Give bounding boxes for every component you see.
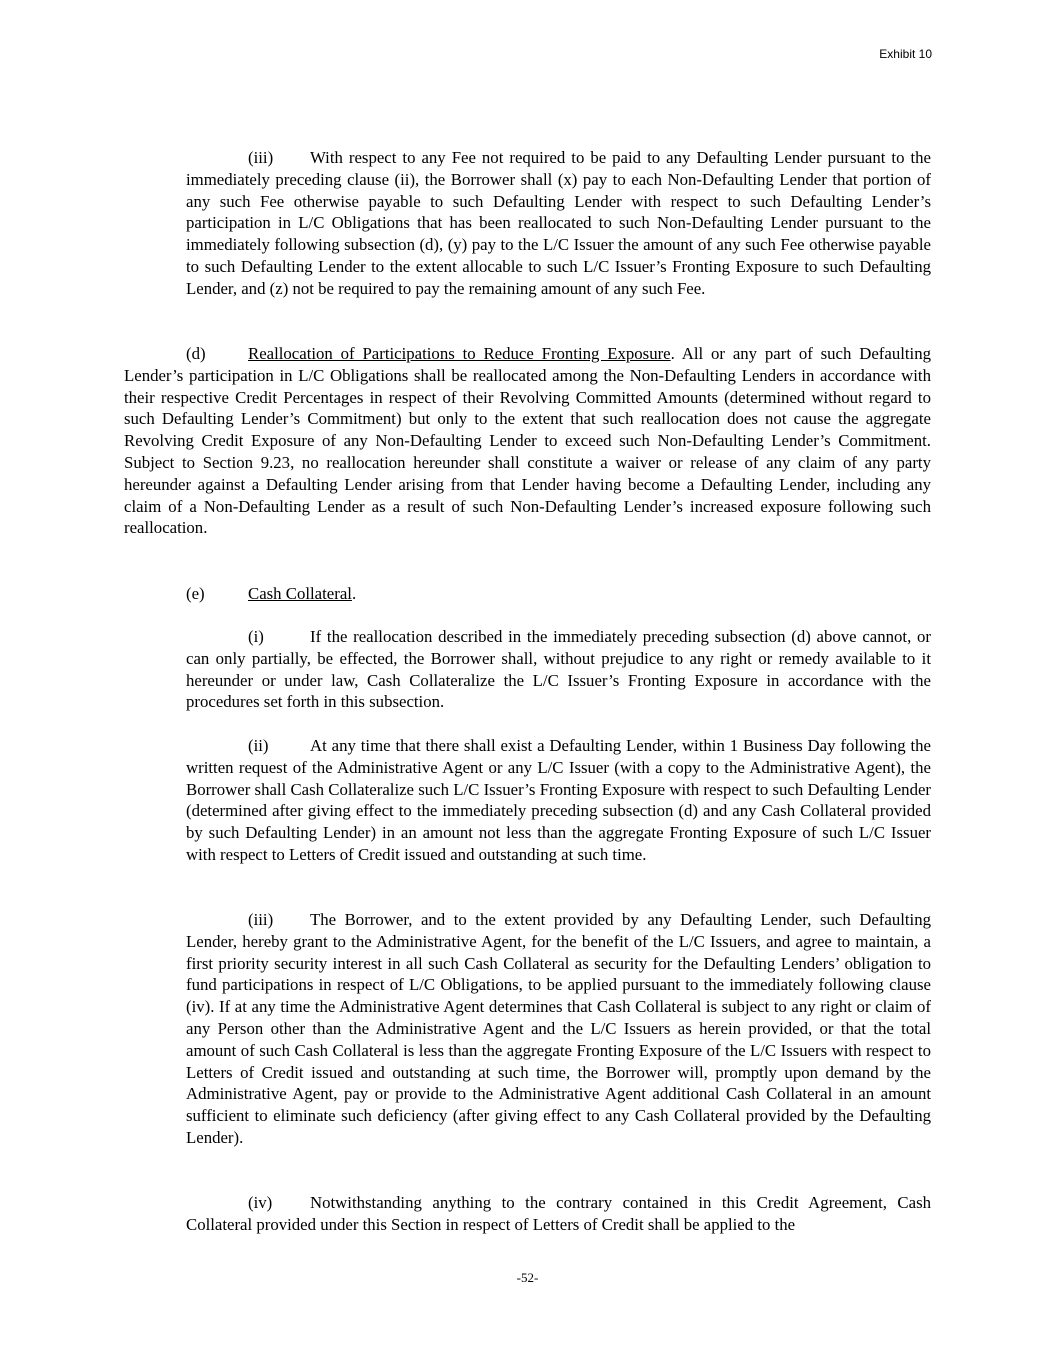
clause-label: (iv) [248, 1193, 273, 1212]
paragraph-e-iv [186, 1192, 931, 1236]
paragraph-e-i [186, 626, 931, 713]
paragraph-e-ii [186, 735, 931, 866]
page-number: -52- [516, 1270, 539, 1285]
clause-label: (ii) [248, 736, 269, 755]
paragraph-e [186, 583, 931, 605]
clause-label: (d) [186, 344, 206, 363]
paragraph-text: If the reallocation described in the immediately preceding subsection (d) above cannot, or can only partially, be effected, the Borrower shall, without prejudice to any right or remedy available to it hereunder or under law, Cash Collateralize the L/C Issuer’s Fronting Exposure in accordance with the procedures set forth in this subsection. [186, 627, 931, 712]
paragraph-text: . All or any part of such Defaulting Lender’s participation in L/C Obligations shall be reallocated among the Non-Defaulting Lenders in accordance with their respective Credit Percentages in respect of their Revolving Committed Amounts (determined without regard to such Defaulting Lender’s Commitment) but only to the extent that such reallocation does not cause the aggregate Revolving Credit Exposure of any Non-Defaulting Lender to exceed such Non-Defaulting Lender’s Commitment. Subject to Section 9.23, no reallocation hereunder shall constitute a waiver or release of any claim of any party hereunder against a Defaulting Lender arising from that Lender having become a Defaulting Lender, including any claim of a Non-Defaulting Lender as a result of such Non-Defaulting Lender’s increased exposure following such reallocation. [124, 344, 931, 538]
paragraph-text: At any time that there shall exist a Defaulting Lender, within 1 Business Day following the written request of the Administrative Agent or any L/C Issuer (with a copy to the Administrative Agent), the Borrower shall Cash Collateralize such L/C Issuer’s Fronting Exposure with respect to such Defaulting Lender (determined after giving effect to the immediately preceding subsection (d) and any Cash Collateral provided by such Defaulting Lender) in an amount not less than the aggregate Fronting Exposure of such L/C Issuer with respect to Letters of Credit issued and outstanding at such time. [186, 736, 931, 864]
paragraph-text: Notwithstanding anything to the contrary contained in this Credit Agreement, Cash Collateral provided under this Section in respect of Letters of Credit shall be applied to the [186, 1193, 931, 1234]
clause-label: (e) [186, 584, 205, 603]
paragraph-c-iii [186, 147, 931, 300]
clause-label: (iii) [248, 148, 274, 167]
clause-label: (iii) [248, 910, 274, 929]
paragraph-text: . [351, 584, 357, 603]
paragraph-text: With respect to any Fee not required to be paid to any Defaulting Lender pursuant to the immediately preceding clause (ii), the Borrower shall (x) pay to each Non-Defaulting Lender that portion of any such Fee otherwise payable to such Defaulting Lender with respect to such Defaulting Lender’s participation in L/C Obligations that has been reallocated to such Non-Defaulting Lender pursuant to the immediately following subsection (d), (y) pay to the L/C Issuer the amount of any such Fee otherwise payable to such Defaulting Lender to the extent allocable to such L/C Issuer’s Fronting Exposure to such Defaulting Lender, and (z) not be required to pay the remaining amount of any such Fee. [186, 148, 931, 298]
section-heading: Cash Collateral [248, 584, 352, 603]
paragraph-text: The Borrower, and to the extent provided by any Defaulting Lender, such Defaulting Lender, hereby grant to the Administrative Agent, for the benefit of the L/C Issuers, and agree to maintain, a first priority security interest in all such Cash Collateral as security for the Defaulting Lenders’ obligation to fund participations in respect of L/C Obligations, to be applied pursuant to the immediately following clause (iv). If at any time the Administrative Agent determines that Cash Collateral is subject to any right or claim of any Person other than the Administrative Agent and the L/C Issuers as herein provided, or that the total amount of such Cash Collateral is less than the aggregate Fronting Exposure of the L/C Issuers with respect to Letters of Credit issued and outstanding at such time, the Borrower will, promptly upon demand by the Administrative Agent, pay or provide to the Administrative Agent additional Cash Collateral in an amount sufficient to eliminate such deficiency (after giving effect to any Cash Collateral provided by the Defaulting Lender). [186, 910, 931, 1147]
paragraph-e-iii [186, 909, 931, 1149]
section-heading: Reallocation of Participations to Reduce Fronting Exposure [248, 344, 671, 363]
clause-label: (i) [248, 627, 264, 646]
exhibit-label: Exhibit 10 [879, 47, 932, 61]
paragraph-d [124, 343, 931, 539]
